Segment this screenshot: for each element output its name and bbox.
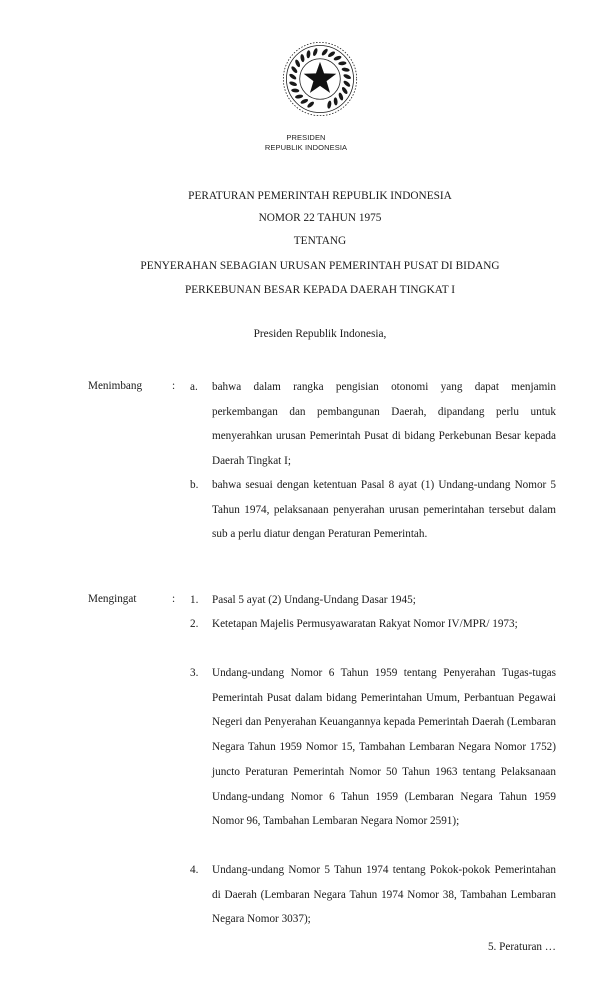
- laurel-leaf: [291, 88, 299, 92]
- menimbang-item: [190, 473, 556, 547]
- mengingat-item: [190, 661, 556, 834]
- laurel-leaf: [312, 48, 318, 57]
- item-text: Undang-undang Nomor 5 Tahun 1974 tentang Pokok-pokok Pemerintahan di Daerah (Lembaran Negara Tahun 1974 Nomor 38, Tambahan Lembaran Negara Nomor 3037);: [212, 864, 556, 926]
- item-text: Pasal 5 ayat (2) Undang-Undang Dasar 1945;: [212, 594, 416, 606]
- menimbang-item: [190, 375, 556, 474]
- laurel-leaf: [341, 67, 350, 72]
- laurel-leaf: [300, 54, 305, 63]
- laurel-leaf: [294, 59, 301, 68]
- laurel-leaf: [295, 94, 304, 99]
- item-marker: a.: [190, 381, 198, 393]
- item-text: bahwa sesuai dengan ketentuan Pasal 8 ayat (1) Undang-undang Nomor 5 Tahun 1974, pelaksanaan penyerahan urusan pemerintahan tersebut dalam sub a perlu diatur dengan Peraturan Pemerintah.: [212, 479, 556, 541]
- menimbang-colon: :: [172, 380, 176, 392]
- laurel-leaf: [333, 55, 342, 61]
- laurel-leaf: [343, 73, 352, 80]
- laurel-leaf: [290, 65, 298, 74]
- regulation-subject-line-2: PERKEBUNAN BESAR KEPADA DAERAH TINGKAT I: [185, 284, 455, 296]
- laurel-leaf: [321, 48, 329, 57]
- menimbang-label: Menimbang: [88, 380, 143, 392]
- mengingat-label: Mengingat: [88, 593, 137, 605]
- laurel-leaf: [288, 73, 297, 81]
- mengingat-item: [190, 588, 556, 613]
- item-marker: 3.: [190, 667, 199, 679]
- laurel-leaf: [341, 86, 349, 95]
- item-marker: 4.: [190, 864, 199, 876]
- mengingat-item: [190, 612, 556, 637]
- item-marker: b.: [190, 479, 199, 491]
- regulation-number: NOMOR 22 TAHUN 1975: [258, 212, 382, 224]
- laurel-leaf: [289, 81, 298, 87]
- laurel-leaf: [333, 97, 337, 105]
- laurel-leaf: [300, 98, 309, 105]
- item-text: bahwa dalam rangka pengisian otonomi yang dapat menjamin perkembangan dan pembangunan Daerah, dipandang perlu untuk menyerahkan urusan Pemerintah Pusat di bidang Perkebunan Besar kepada Daerah Tingkat I;: [212, 381, 556, 468]
- regulation-about: TENTANG: [293, 235, 347, 247]
- institution-line-2: REPUBLIK INDONESIA: [264, 143, 348, 152]
- regulation-subject-line-1: PENYERAHAN SEBAGIAN URUSAN PEMERINTAH PUSAT DI BIDANG: [140, 260, 500, 272]
- item-text: Ketetapan Majelis Permusyawaratan Rakyat Nomor IV/MPR/ 1973;: [212, 618, 518, 630]
- mengingat-item: [190, 858, 556, 932]
- laurel-leaf: [338, 92, 344, 101]
- laurel-leaf: [343, 80, 352, 88]
- presidential-seal-icon: [281, 40, 359, 118]
- laurel-leaf: [338, 61, 346, 65]
- item-text: Undang-undang Nomor 6 Tahun 1959 tentang Penyerahan Tugas-tugas Pemerintah Pusat dalam bidang Pemerintahan Umum, Perbantuan Pegawai Negeri dan Penyerahan Keuangannya kepada Pemerintah Daerah (Lembaran Negara Tahun 1959 Nomor 15, Tambahan Lembaran Negara Nomor 1752) juncto Peraturan Pemerintah Nomor 50 Tahun 1963 tentang Pelaksanaan Undang-undang Nomor 6 Tahun 1959 (Lembaran Negara Tahun 1959 Nomor 96, Tambahan Lembaran Negara Nomor 2591);: [212, 667, 556, 828]
- laurel-leaf: [327, 50, 336, 58]
- institution-line-1: PRESIDEN: [286, 133, 326, 142]
- item-marker: 2.: [190, 618, 199, 630]
- item-marker: 1.: [190, 594, 199, 606]
- next-page-indicator: 5. Peraturan …: [487, 941, 556, 953]
- laurel-leaf: [306, 50, 310, 58]
- mengingat-colon: :: [172, 593, 176, 605]
- laurel-leaf: [327, 100, 332, 109]
- regulation-title: PERATURAN PEMERINTAH REPUBLIK INDONESIA: [188, 190, 452, 202]
- laurel-leaf: [306, 101, 315, 109]
- preamble: Presiden Republik Indonesia,: [253, 328, 387, 340]
